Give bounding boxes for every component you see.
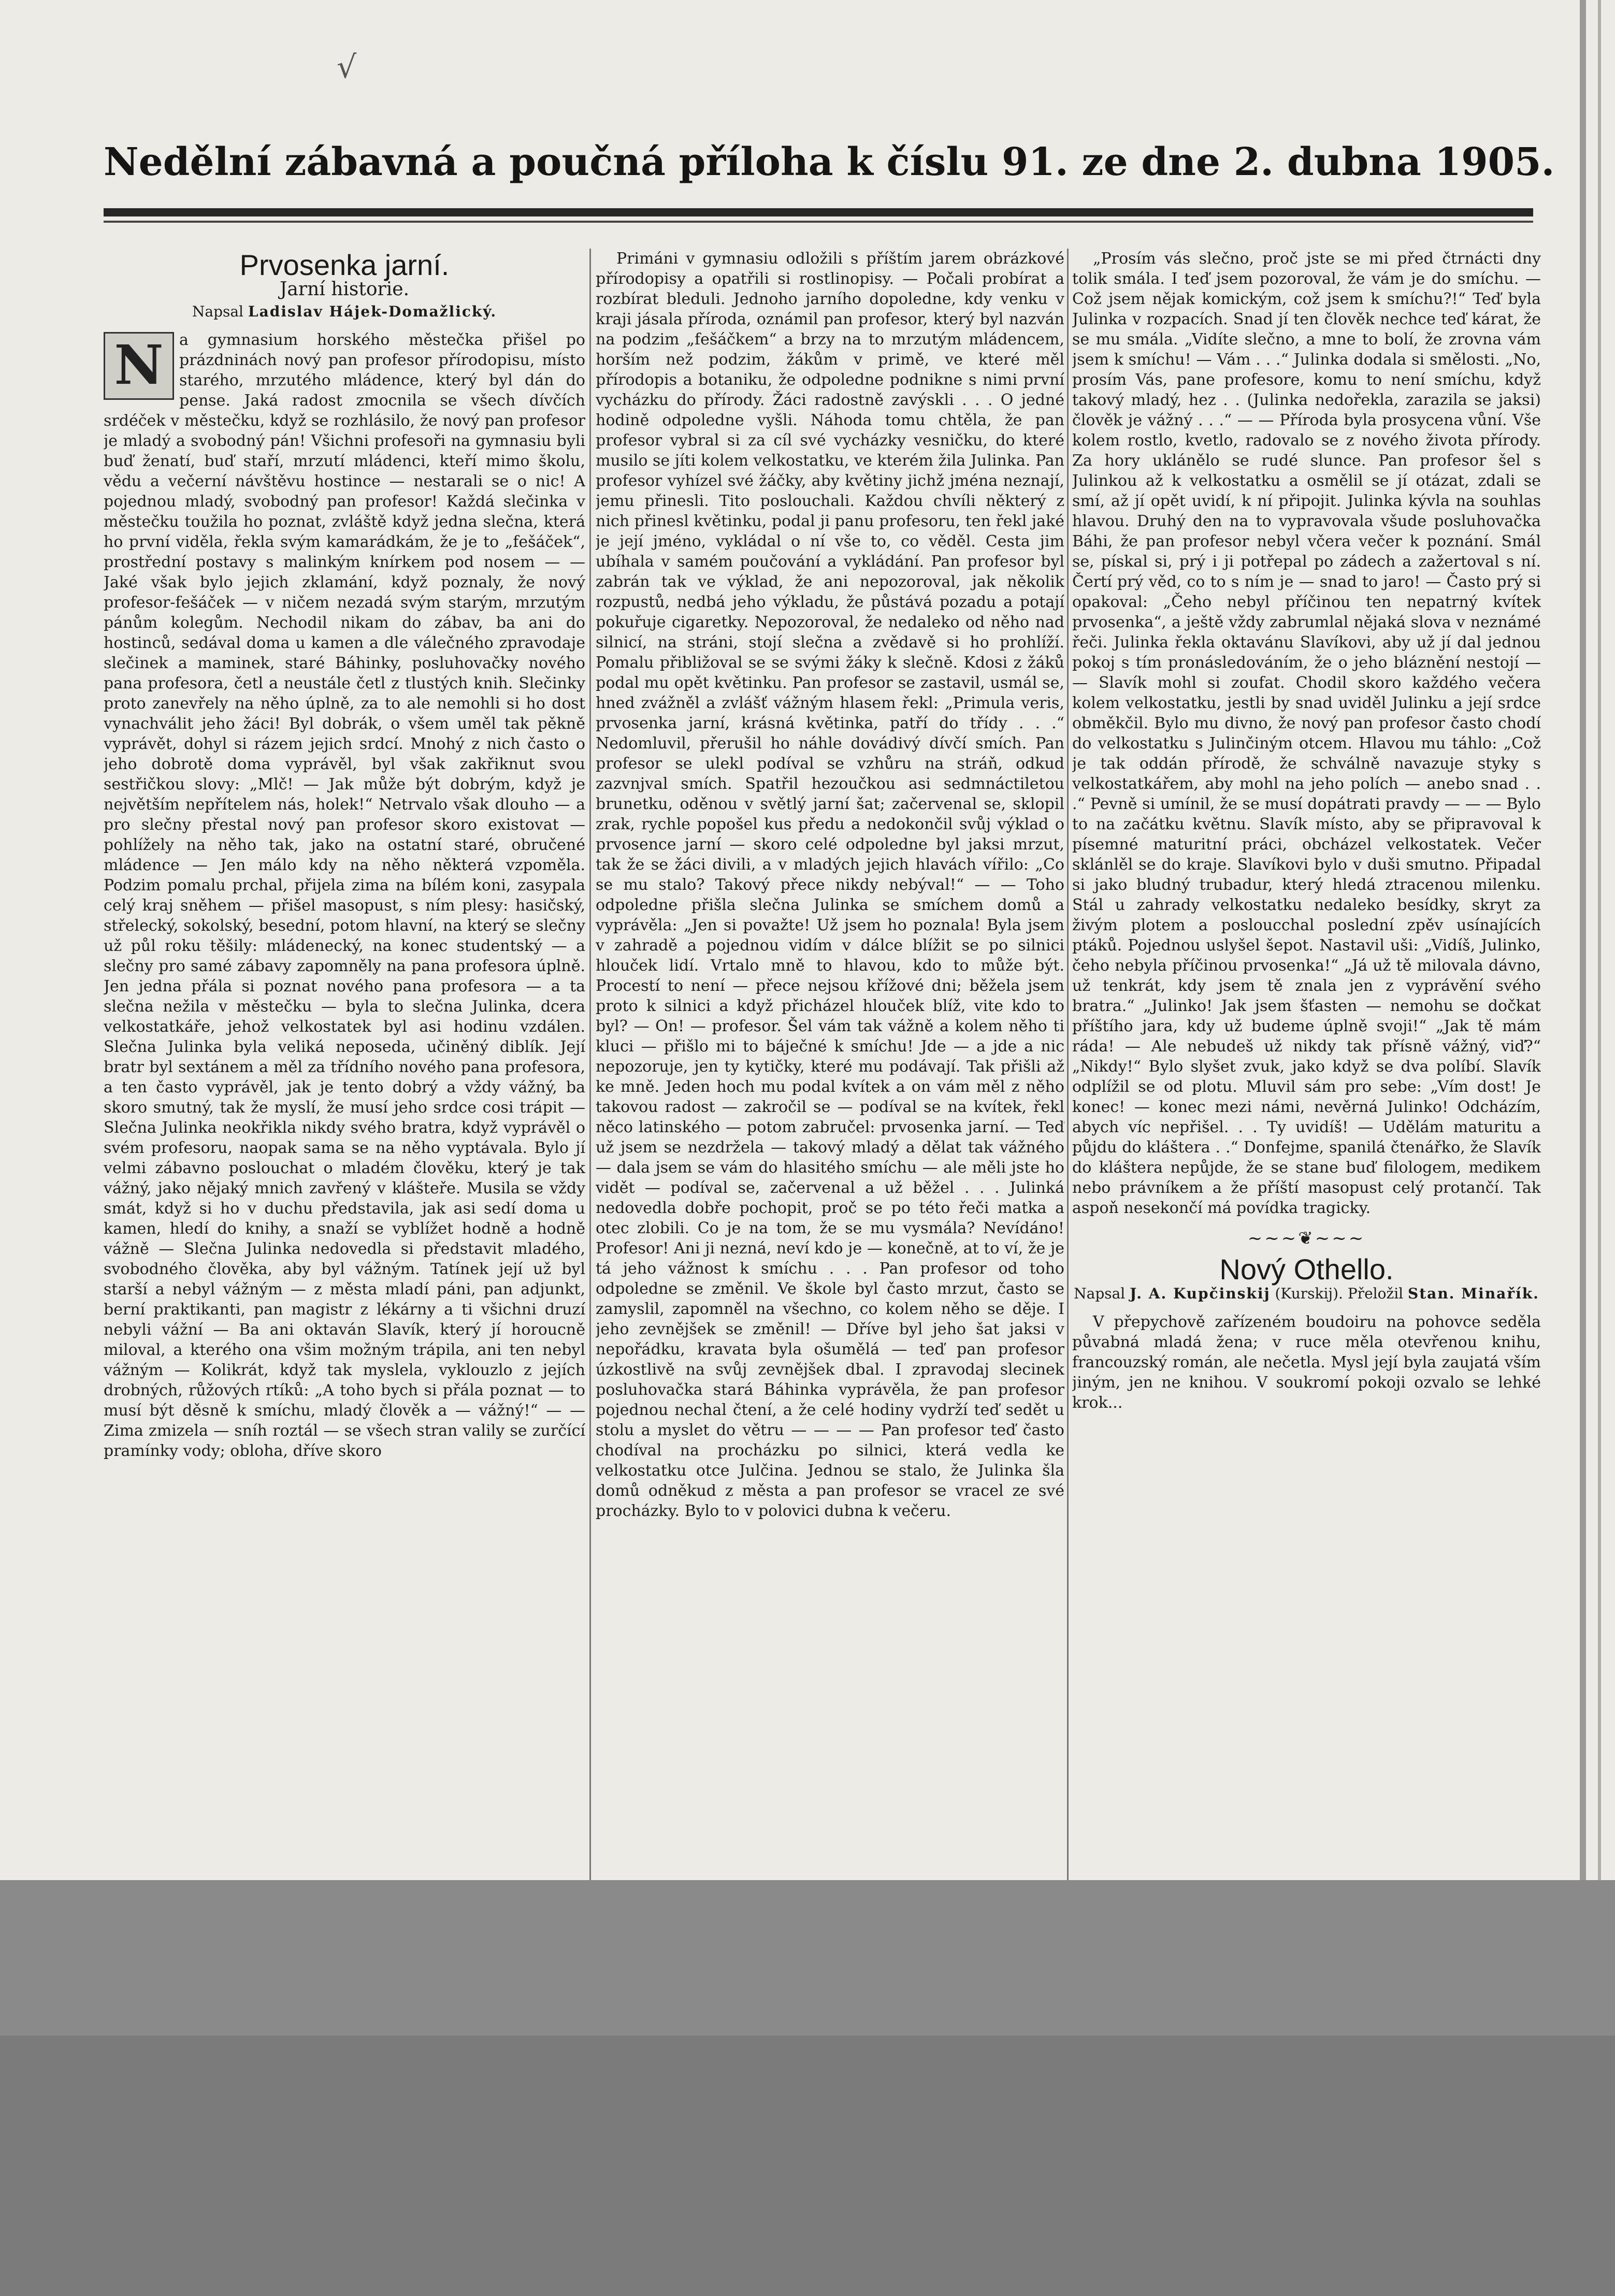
- byline-author: Ladislav Hájek-Domažlický.: [248, 303, 497, 320]
- byline-prefix: Napsal: [192, 303, 244, 320]
- section-flourish: ~~~❦~~~: [1247, 1228, 1366, 1249]
- article-text: „Prosím vás slečno, proč jste se mi před čtrnácti dny tolik smála. I teď jsem pozoroval, že vám je do smíchu. — Což jsem nějak komickým, což jsem k smíchu?!“ Teď byla Julinka v rozpacích. Snad jí ten člověk nechce teď kárat, že se mu smála. „Vidíte slečno, a mne to bolí, že zrovna vám jsem k smíchu! — Vám . . .“ Julinka dodala si smělosti. „No, prosím Vás, pane profesore, komu to není smíchu, když takový mladý, hez . . (Julinka nedořekla, zarazila se jaksi) člověk je vážný . . .“ — — Příroda byla prosycena vůní. Vše kolem rostlo, kvetlo, radovalo se z nového života přírody. Za hory uklánělo se rudé slunce. Pan profesor šel s Julinkou až k velkostatku a osmělil se jí otázat, zdali se smí, až jí opět uvidí, k ní připojit. Julinka kývla na souhlas hlavou. Druhý den na to vypravovala všude posluhovačka Báhi, že pan profesor nebyl včera večer k poznání. Smál se, pískal si, prý i ji potřepal po zádech a zažertoval s ní. Čertí prý věd, co to s ním je — snad to jaro! — Často prý si opakoval: „Čeho nebyl příčinou ten nepatrný kvítek prvosenka“, a ještě vždy zabrumlal nějaká slova v neznámé řeči. Julinka řekla oktavánu Slavíkovi, aby už jí dal jednou pokoj s tím pronásledováním, že o jeho bláznění nestojí — — Slavík mohl si zoufat. Chodil skoro každého večera kolem velkostatku, jestli by snad uviděl Julinku a její srdce obměkčil. Bylo mu divno, že nový pan profesor často chodí do velkostatku s Julinčiným otcem. Hlavou mu táhlo: „Což je tak oddán přírodě, že schválně navazuje styky s velkostatkářem, aby mohl na jeho polích — anebo snad . . .“ Pevně si umínil, že se musí dopátrati pravdy — — — Bylo to na začátku květnu. Slavík místo, aby se připravoval k písemné maturitní práci, obcházel velkostatek. Večer sklánlěl se do kraje. Slavíkovi bylo v duši smutno. Připadal si jako bludný trubadur, který hledá ztracenou milenku. Stál u zahrady velkostatku nedaleko besídky, skryt za živým plotem a posloucchal poslední zpěv usínajících ptáků. Pojednou uslyšel šepot. Nastavil uši: „Vidíš, Julinko, čeho nebyla příčinou prvosenka!“ „Já už tě milovala dávno, už tenkrát, kdy jsem tě znala jen z vyprávění svého bratra.“ „Julinko! Jak jsem šťasten — nemohu se dočkat příštího jara, kdy už budeme úplně svoji!“ „Jak tě mám ráda! — Ale nebudeš už nikdy tak přísně vážný, viď?“ „Nikdy!“ Bylo slyšet zvuk, jako když se dva políbí. Slavík odplížil se od plotu. Mluvil sám pro sebe: „Vím dost! Je konec! — konec mezi námi, nevěrná Julinko! Odcházím, abych víc nepřišel. . . Ty uvidíš! — Udělám maturitu a půjdu do kláštera . .“ Donfejme, spanilá čtenářko, že Slavík do kláštera nepůjde, že se stane buď filologem, medikem nebo právníkem a že příští masopust celý protančí. Tak aspoň nesekončí má povídka tragicky.: [1072, 250, 1541, 1217]
- check-mark: √: [337, 49, 357, 85]
- column-3: [1072, 249, 1541, 1880]
- article-text: a gymnasium horského městečka přišel po prázdninách nový pan profesor přírodopisu, místo starého, mrzutého mládence, který byl dán do pense. Jaká radost zmocnila se všech dívčích srdéček v městečku, když se rozhlásilo, že nový pan profesor je mladý a svobodný pán! Všichni profesoři na gymnasiu byli buď ženatí, buď staří, mrzutí mládenci, kteří mimo školu, vědu a večerní návštěvu hostince — nestarali se o nic! A pojednou mladý, svobodný pan profesor! Každá slečinka v městečku toužila ho poznat, zvláště když jedna slečna, která ho první viděla, řekla svým kamarádkám, že je to „fešáček“, prostřední postavy s malinkým knírkem pod nosem — — Jaké však bylo jejich zklamání, když poznaly, že nový profesor-fešáček — v ničem nezadá svým starým, mrzutým pánům kolegům. Nechodil nikam do zábav, ba ani do hostinců, sedával doma u kamen a dle válečného zpravodaje slečinek a maminek, staré Báhinky, posluhovačky nového pana profesora, četl a neustále četl z tlustých knih. Slečinky proto zanevřely na něho úplně, za to ale nemohli si ho dost vynachválit jeho žáci! Byl dobrák, o všem uměl tak pěkně vyprávět, dohyl si rázem jejich srdcí. Mnohý z nich často o jeho dobrotě doma vyprávěl, byl však zakřiknut svou sestřičkou slovy: „Mlč! — Jak může být dobrým, když je největším nepřítelem nás, holek!“ Netrvalo však dlouho — a pro slečny přestal nový pan profesor skoro existovat — pohlížely na něho tak, jako na ostatní staré, obručené mládence — Jen málo kdy na něho některá vzpoměla. Podzim pomalu prchal, přijela zima na bílém koni, zasypala celý kraj sněhem — přišel masopust, s ním plesy: hasičský, střelecký, sokolský, besední, potom hlavní, na který se slečny už půl roku těšily: mládenecký, na konec studentský — a slečny pro samé zábavy zapomněly na pana profesora úplně. Jen jedna přála si poznat nového pana profesora — a ta slečna nežila v městečku — byla to slečna Julinka, dcera velkostatkáře, jehož velkostatek byl asi hodinu vzdálen. Slečna Julinka byla veliká neposeda, učiněný diblík. Její bratr byl sextánem a měl za třídního nového pana profesora, a ten často vyprávěl, jak je tento dobrý a vždy vážný, ba skoro smutný, tak že myslí, že musí jeho srdce cosi trápit — Slečna Julinka neokřikla nikdy svého bratra, když vyprávěl o svém profesoru, naopak sama se na něho vyptávala. Bylo jí velmi zábavno poslouchat o mladém člověku, který je tak vážný, jako nějaký mnich zavřený v klášteře. Musila se vždy smát, když si ho v duchu představila, jak asi sedí doma u kamen, hledí do knihy, a snaží se vyblížet hodně a hodně vážně — Slečna Julinka nedovedla si představit mladého, svobodného člověka, aby byl vážným. Tatínek její už byl starší a nebyl vážným — z města mladí páni, pan adjunkt, berní praktikanti, pan magistr z lékárny a ti všichni druzí nebyli vážní — Ba ani oktaván Slavík, který jí horoucně miloval, a kterého ona všim možným trápila, ani ten nebyl vážným — Kolikrát, když tak myslela, vyklouzlo z jejích drobných, růžových rtíků: „A toho bych si přála poznat — to musí být děsně k smíchu, mladý člověk a — vážný!“ — — Zima zmizela — sníh roztál — se všech stran valily se zurčící pramínky vody; obloha, dříve skoro: [104, 331, 585, 1460]
- story2-title: Nový Othello.: [1219, 1253, 1394, 1286]
- column-2: [596, 249, 1064, 1880]
- byline-author: J. A. Kupčinskij: [1130, 1285, 1271, 1302]
- byline-prefix: Napsal: [1074, 1285, 1126, 1302]
- story2-byline: [1072, 1283, 1541, 1304]
- masthead-title: Nedělní zábavná a poučná příloha k číslu 91. ze dne 2. dubna 1905.: [104, 140, 1555, 184]
- article-text: Primáni v gymnasiu odložili s příštím jarem obrázkové přírodopisy a opatřili si rostlinopisy. — Počali probírat a rozbírat bleduli. Jednoho jarního dopoledne, kdy venku v kraji jásala příroda, oznámil pan profesor, který byl nazván na podzim „fešáčkem“ a brzy na to mrzutým mládencem, horším než podzim, žákům v primě, ve které měl přírodopis a botaniku, že odpoledne podnikne s nimi první vycházku do přírody. Žáci radostně zavýskli . . . O jedné hodině odpoledne vyšli. Náhoda tomu chtěla, že pan profesor vybral si za cíl své vycházky vesničku, do které musilo se jíti kolem velkostatku, ve kterém žila Julinka. Pan profesor vyhízel své žáčky, aby květiny jichž jména neznají, jemu přinesli. Tito poslouchali. Každou chvíli některý z nich přinesl květinku, podal ji panu profesoru, ten řekl jaké je její jméno, vykládal o ní vše to, co věděl. Cesta jim ubíhala v samém poučování a vykládání. Pan profesor byl zabrán tak ve výklad, že ani nepozoroval, jak několik rozpustů, nedbá jeho výkladu, že půstává pozadu a potají pokuřuje cigaretky. Nepozoroval, že nedaleko od něho nad silnicí, na stráni, stojí slečna a zvědavě si ho prohlíží. Pomalu přibližoval se se svými žáky k slečně. Kdosi z žáků podal mu opět květinku. Pan profesor se zastavil, usmál se, hned zvážněl a zvlášť vážným hlasem řekl: „Primula veris, prvosenka jarní, krásná květinka, patří do třídy . . .“ Nedomluvil, přerušil ho náhle dovádivý dívčí smích. Pan profesor se ulekl podíval se vzhůru na stráň, odkud zazvnjval smích. Spatřil hezoučkou asi sedmnáctiletou brunetku, oděnou v světlý jarní šat; začervenal se, sklopil zrak, rychle popošel kus předu a nedokončil svůj výklad o prvosence jarní — skoro celé odpoledne byl jaksi mrzut, tak že se žáci divili, a v mladých jejich hlavách vířilo: „Co se mu stalo? Takový přece nikdy nebýval!“ — — Toho odpoledne přišla slečna Julinka se smíchem domů a vyprávěla: „Jen si považte! Už jsem ho poznala! Byla jsem v zahradě a pojednou vidím v dálce blížit se po silnici hlouček lidí. Vrtalo mně to hlavou, kdo to může být. Procestí to není — přece nejsou křížové dni; běžela jsem proto k silnici a když přicházel hlouček blíž, vite kdo to byl? — On! — profesor. Šel vám tak vážně a kolem něho ti kluci — přišlo mi to báječné k smíchu! Jde — a jde a nic nepozoruje, jen ty kytičky, které mu podávají. Tak přišli až ke mně. Jeden hoch mu podal kvítek a on vám měl z něho takovou radost — zakročil se — podíval se na kvítek, řekl něco latinského — potom zabručel: prvosenka jarní. — Teď už jsem se nezdržela — takový mladý a dělat tak vážného — dala jsem se vám do hlasitého smíchu — ale měli jste ho vidět — podíval se, začervenal a už běžel . . . Julinká nedovedla dobře pochopit, proč se po této řeči matka a otec zlobili. Co je na tom, že se mu vysmála? Nevídáno! Profesor! Ani ji nezná, neví kdo je — konečně, at to ví, že je tá jeho vážnost k smíchu . . . Pan profesor od toho odpoledne se změnil. Ve škole byl často mrzut, často se zamyslil, zapomněl na všechno, co kolem něho se děje. I jeho zevnějšek se změnil! — Dříve byl jeho šat jaksi v nepořádku, kravata byla ošumělá — teď pan profesor úzkostlivě na svůj zevnějšek dbal. I zpravodaj slecinek posluhovačka stará Báhinka vyprávěla, že pan profesor pojednou nechal čtení, a že celé hodiny vydrží teď sedět u stolu a myslet do větru — — — — Pan profesor teď často chodíval na procházku po silnici, která vedla ke velkostatku otce Julčina. Jednou se stalo, že Julinka šla domů odněkud z města a pan profesor se vracel ze své procházky. Bylo to v polovici dubna k večeru.: [596, 250, 1064, 1520]
- masthead-rule-thin: [104, 221, 1533, 223]
- drop-cap-initial: N: [104, 332, 174, 400]
- byline-translator: Stan. Minařík.: [1408, 1285, 1539, 1302]
- byline-note: (Kurskij). Přeložil: [1275, 1285, 1404, 1302]
- story-title: Prvosenka jarní.: [239, 249, 450, 281]
- scan-overlay-strip: [0, 1880, 1615, 2035]
- page-edge-shadow: [1580, 0, 1586, 1880]
- story-byline: [104, 301, 585, 322]
- story-subtitle: Jarní historie.: [279, 279, 410, 300]
- page-edge-line: [1598, 0, 1601, 1880]
- column-divider: [1067, 249, 1069, 1880]
- article-text: V přepychově zařízeném boudoiru na pohovce seděla půvabná mladá žena; v ruce měla otevřenou knihu, francouzský román, ale nečetla. Mysl její byla zaujatá vším jiným, jen ne knihou. V soukromí pokoji ozvalo se lehké krok...: [1072, 1313, 1541, 1412]
- masthead-rule: [104, 208, 1533, 216]
- column-divider: [589, 249, 591, 1880]
- column-1: [104, 249, 585, 1880]
